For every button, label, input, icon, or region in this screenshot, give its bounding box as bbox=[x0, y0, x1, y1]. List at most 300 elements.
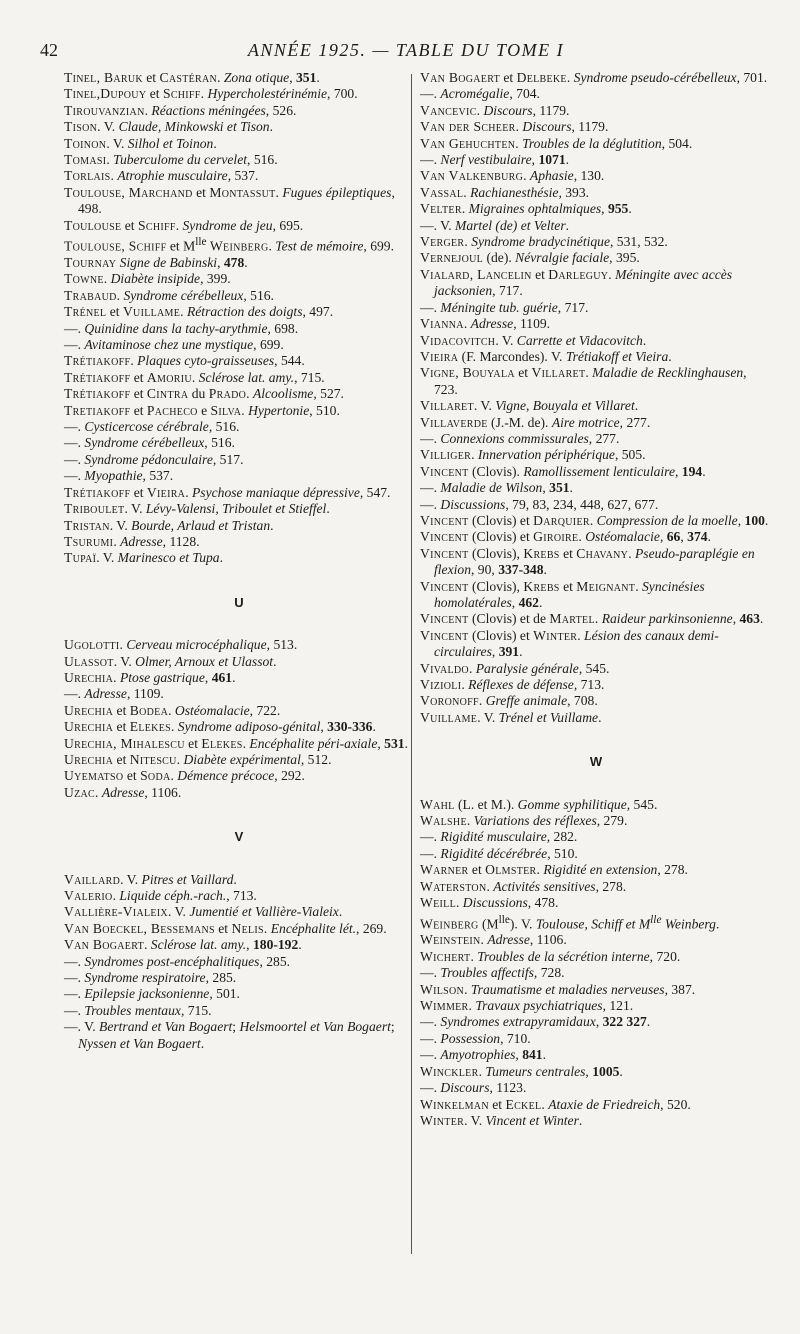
author-name: Vincent bbox=[420, 529, 469, 545]
entry-text: . bbox=[480, 932, 488, 948]
index-entry bbox=[420, 201, 772, 217]
entry-text: . bbox=[476, 102, 484, 118]
entry-text: . bbox=[461, 201, 469, 217]
index-entry bbox=[420, 185, 772, 201]
index-entry bbox=[64, 136, 414, 152]
author-name: Villaret bbox=[420, 398, 474, 414]
entry-text: . bbox=[466, 813, 474, 829]
entry-text: . bbox=[116, 287, 124, 303]
entry-text: . bbox=[642, 332, 647, 348]
entry-text: . bbox=[263, 920, 271, 936]
author-name: Vieira bbox=[146, 484, 186, 500]
entry-text: . bbox=[244, 255, 248, 270]
entry-title: Pseudo-paraplégie en flexion bbox=[434, 545, 755, 578]
entry-title: Syndrome cérébelleux bbox=[84, 435, 205, 451]
index-entry bbox=[420, 797, 772, 813]
entry-text: . bbox=[372, 719, 376, 735]
entry-text: , 90, bbox=[471, 562, 499, 578]
page-number: 42 bbox=[40, 40, 58, 60]
entry-text: . bbox=[338, 904, 343, 920]
index-entry bbox=[420, 710, 772, 726]
author-name: Villiger bbox=[420, 447, 472, 463]
entry-title: Syndrome pédonculaire bbox=[84, 451, 213, 467]
entry-text: . bbox=[463, 316, 471, 332]
author-name: Vassal bbox=[420, 184, 464, 200]
index-entry bbox=[420, 398, 772, 414]
entry-text: . bbox=[143, 937, 151, 953]
author-name: Villaret bbox=[531, 365, 586, 381]
index-entry bbox=[420, 693, 772, 709]
page-ref-bold: 322 327 bbox=[602, 1014, 647, 1030]
author-name: Winckler bbox=[420, 1063, 479, 1079]
entry-title: Nerf vestibulaire bbox=[440, 152, 532, 168]
author-name: Urechia bbox=[64, 702, 114, 718]
entry-title: Cerveau microcéphalique bbox=[126, 637, 267, 653]
entry-text: , bbox=[732, 611, 740, 627]
entry-text: —. bbox=[420, 430, 441, 446]
author-name: Uzac bbox=[64, 784, 96, 800]
entry-title: Cysticercose cérébrale bbox=[84, 419, 209, 435]
author-name: Van Bogaert bbox=[64, 937, 144, 953]
index-entry bbox=[64, 321, 414, 337]
entry-text: , 393. bbox=[558, 184, 590, 200]
page-ref-bold: 100 bbox=[744, 512, 765, 528]
entry-text: —. bbox=[420, 496, 441, 512]
entry-title: Test de mémoire bbox=[275, 238, 364, 254]
entry-text: . bbox=[106, 152, 114, 168]
entry-title: Adresse bbox=[470, 316, 514, 332]
entry-text: et bbox=[468, 862, 486, 878]
entry-text: , 526. bbox=[265, 102, 297, 118]
entry-title: Acromégalie bbox=[440, 86, 510, 102]
page-ref-bold: 462 bbox=[518, 595, 539, 610]
entry-title: Nyssen et Van Bogaert bbox=[78, 1035, 201, 1051]
entry-text: , 510. bbox=[309, 402, 340, 418]
entry-text: , bbox=[289, 70, 296, 85]
author-name: Vancevic bbox=[420, 102, 477, 118]
entry-title: Innervation périphérique bbox=[477, 447, 615, 463]
entry-text: , bbox=[320, 719, 328, 735]
entry-title: Variations des réflexes bbox=[473, 813, 597, 829]
index-entry bbox=[64, 986, 414, 1002]
entry-text: . bbox=[468, 660, 476, 676]
entry-text: et bbox=[123, 768, 141, 784]
entry-text: . V. bbox=[473, 398, 496, 414]
entry-text: , 513. bbox=[266, 637, 298, 653]
entry-text: . bbox=[176, 751, 184, 767]
entry-text: lle bbox=[195, 236, 207, 249]
entry-text: . bbox=[646, 1014, 651, 1030]
entry-text: . bbox=[598, 709, 602, 725]
author-name: Schiff bbox=[162, 86, 201, 102]
entry-title: Tumeurs centrales bbox=[485, 1063, 586, 1079]
entry-text: , bbox=[542, 480, 550, 496]
entry-title: Ataxie de Friedreich bbox=[548, 1096, 661, 1112]
entry-title: Réflexes de défense bbox=[468, 677, 574, 693]
author-name: Vianna bbox=[420, 316, 464, 332]
entry-text: , 710. bbox=[500, 1030, 531, 1046]
entry-text: —. bbox=[420, 86, 441, 102]
author-name: Toulouse bbox=[64, 217, 122, 233]
entry-text: , 713. bbox=[573, 677, 605, 693]
entry-text: . bbox=[715, 916, 720, 932]
entry-title: Syndrome respiratoire bbox=[84, 970, 206, 986]
entry-text: , 510. bbox=[547, 845, 578, 861]
index-entry bbox=[64, 370, 414, 386]
entry-text: . bbox=[478, 1063, 486, 1079]
index-entry bbox=[420, 300, 772, 316]
entry-text: , bbox=[595, 1014, 603, 1030]
index-entry bbox=[64, 218, 414, 234]
author-name: Urechia, Mihalescu bbox=[64, 735, 185, 751]
entry-title: Discussions bbox=[462, 895, 528, 911]
entry-title: Marinesco et Tupa bbox=[117, 550, 220, 566]
page-ref-bold: 478 bbox=[223, 255, 245, 270]
section-letter: V bbox=[234, 829, 244, 845]
entry-text: . bbox=[130, 353, 138, 369]
entry-text: , 277. bbox=[619, 414, 651, 430]
entry-text: . V. bbox=[167, 904, 190, 920]
index-entry bbox=[64, 888, 414, 904]
entry-text: et bbox=[113, 751, 130, 767]
entry-text: —. bbox=[64, 337, 85, 353]
author-name: Darquier bbox=[533, 512, 590, 528]
entry-title: Myopathie bbox=[84, 468, 143, 484]
entry-text: (Clovis) et de bbox=[468, 611, 550, 627]
entry-text: (de). bbox=[483, 250, 516, 266]
entry-text: , 1123. bbox=[489, 1080, 527, 1096]
author-name: Urechia bbox=[64, 751, 114, 767]
entry-title: Méningite tub. guérie bbox=[440, 299, 558, 315]
index-entry bbox=[420, 103, 772, 119]
author-name: Tournay bbox=[64, 255, 117, 270]
entry-title: Traumatisme et maladies nerveuses bbox=[470, 981, 665, 997]
entry-text: , 292. bbox=[274, 768, 305, 784]
entry-text: —. bbox=[420, 1080, 441, 1096]
entry-title: Réactions méningées bbox=[151, 102, 266, 118]
author-name: Chavany bbox=[576, 545, 629, 561]
index-entry bbox=[64, 872, 414, 888]
entry-text: . bbox=[464, 234, 472, 250]
entry-text: et bbox=[214, 920, 232, 936]
entry-title: Démence précoce bbox=[177, 768, 275, 784]
section-letter: U bbox=[234, 594, 244, 610]
entry-text: , 1106. bbox=[144, 784, 182, 800]
index-entry bbox=[420, 932, 772, 948]
entry-text: , 517. bbox=[212, 451, 244, 467]
entry-title: Vincent et Winter bbox=[485, 1112, 579, 1128]
index-entry bbox=[64, 768, 414, 784]
entry-title: Compression de la moelle bbox=[596, 512, 738, 528]
author-name: Triboulet bbox=[64, 501, 125, 517]
entry-title: Activités sensitives bbox=[493, 878, 596, 894]
author-name: Delbeke bbox=[516, 70, 567, 85]
entry-title: Aire motrice bbox=[551, 414, 620, 430]
entry-title: Discours bbox=[440, 1080, 490, 1096]
author-name: Tristan bbox=[64, 517, 110, 533]
author-name: Castéran bbox=[159, 70, 218, 85]
author-name: Valerio bbox=[64, 888, 113, 903]
entry-text: . bbox=[170, 719, 178, 735]
index-entry bbox=[64, 785, 414, 801]
entry-title: Maladie de Wilson bbox=[440, 480, 543, 496]
author-name: Krebs bbox=[523, 545, 560, 561]
entry-text: . V. bbox=[97, 119, 119, 135]
entry-text: , 700. bbox=[327, 86, 358, 102]
entry-text: (M bbox=[478, 916, 499, 932]
author-name: Cintra bbox=[146, 386, 189, 402]
entry-text: . bbox=[519, 644, 523, 660]
entry-text: , 728. bbox=[533, 965, 565, 981]
index-entry bbox=[64, 501, 414, 517]
index-entry bbox=[64, 70, 414, 86]
entry-text: , 505. bbox=[614, 447, 646, 463]
entry-title: Diabète insipide bbox=[110, 271, 201, 287]
entry-text: —. V. bbox=[420, 217, 456, 233]
entry-title: Jumentié et Vallière-Vialeix bbox=[189, 904, 339, 920]
author-name: Van der Scheer bbox=[420, 119, 516, 135]
entry-text: . bbox=[95, 784, 102, 800]
entry-text: . bbox=[515, 135, 523, 151]
entry-text: , bbox=[511, 595, 519, 610]
author-name: Schiff bbox=[137, 217, 176, 233]
entry-title: Ramollissement lenticulaire bbox=[523, 463, 675, 479]
entry-text: , 516. bbox=[204, 435, 235, 451]
entry-text: , 501. bbox=[209, 986, 240, 1002]
entry-title: Discours bbox=[483, 102, 533, 118]
entry-text: . bbox=[536, 862, 544, 878]
index-entry bbox=[64, 152, 414, 168]
index-entry bbox=[420, 1080, 772, 1096]
index-entry bbox=[64, 719, 414, 735]
entry-text: , bbox=[675, 463, 682, 479]
entry-text: —. bbox=[64, 986, 85, 1002]
index-entry bbox=[420, 895, 772, 911]
index-entry bbox=[64, 119, 414, 135]
entry-text: —. bbox=[420, 1014, 441, 1030]
index-entry bbox=[64, 970, 414, 986]
entry-title: Diabète expérimental bbox=[183, 751, 301, 767]
author-name: Tretiakoff bbox=[64, 402, 131, 418]
index-entry bbox=[420, 70, 772, 86]
entry-title: Fugues épileptiques bbox=[282, 184, 392, 200]
author-name: Vieira bbox=[420, 348, 459, 364]
entry-text: , 537. bbox=[227, 168, 259, 184]
entry-text: et bbox=[113, 702, 130, 718]
entry-text: , 282. bbox=[546, 829, 578, 845]
author-name: Giroire bbox=[533, 529, 579, 545]
entry-text: , 278. bbox=[595, 878, 627, 894]
entry-title: Helsmoortel et Van Bogaert bbox=[239, 1019, 391, 1035]
entry-text: . bbox=[543, 562, 547, 578]
entry-title: Sclérose lat. amy. bbox=[150, 937, 247, 953]
index-entry bbox=[420, 480, 772, 496]
index-entry bbox=[64, 337, 414, 353]
page-ref-bold: 1005 bbox=[592, 1063, 620, 1079]
entry-text: . bbox=[219, 550, 224, 566]
entry-title: Ostéomalacie bbox=[585, 529, 660, 545]
entry-text: . bbox=[270, 517, 274, 533]
index-entry bbox=[64, 468, 414, 484]
entry-text: , 1109. bbox=[126, 686, 164, 702]
entry-text: . bbox=[619, 1063, 623, 1079]
index-entry bbox=[420, 879, 772, 895]
entry-title: Adresse bbox=[101, 784, 145, 800]
entry-text: , 520. bbox=[660, 1096, 691, 1112]
author-name: Toulouse, Schiff bbox=[64, 238, 167, 254]
entry-text: . bbox=[168, 702, 175, 718]
author-name: Wahl bbox=[420, 796, 455, 812]
author-name: Nelis bbox=[231, 920, 264, 936]
entry-text: . bbox=[175, 217, 183, 233]
author-name: Bodea bbox=[129, 702, 169, 718]
index-entry bbox=[420, 349, 772, 365]
entry-text: et bbox=[514, 365, 532, 381]
entry-text: . bbox=[577, 627, 585, 643]
entry-text: , bbox=[737, 512, 745, 528]
entry-title: Syndrome adiposo-génital bbox=[177, 719, 321, 735]
index-entry bbox=[64, 937, 414, 953]
entry-text: . bbox=[326, 501, 330, 517]
index-entry bbox=[64, 86, 414, 102]
entry-title: Amyotrophies bbox=[440, 1047, 516, 1063]
index-entry bbox=[420, 949, 772, 965]
entry-text: . V. bbox=[464, 1112, 486, 1128]
entry-title: Troubles de la sécrétion interne bbox=[477, 948, 650, 964]
page-ref-bold: 1071 bbox=[538, 152, 566, 168]
entry-title: Encéphalite lét. bbox=[270, 920, 357, 936]
entry-text: (Clovis) et bbox=[468, 627, 534, 643]
entry-text: . bbox=[232, 669, 236, 685]
entry-text: , bbox=[246, 937, 253, 953]
entry-title: Quinidine dans la tachy-arythmie bbox=[84, 320, 268, 336]
entry-text: —. bbox=[420, 152, 441, 168]
entry-text: et bbox=[113, 719, 130, 735]
index-entry bbox=[64, 518, 414, 534]
section-letter: W bbox=[589, 754, 603, 770]
entry-text: (Clovis) et bbox=[468, 529, 534, 545]
entry-text: , 698. bbox=[267, 320, 299, 336]
index-entry bbox=[420, 1047, 772, 1063]
index-entry bbox=[420, 218, 772, 234]
index-entry bbox=[64, 904, 414, 920]
author-name: Ugolotti bbox=[64, 637, 120, 653]
entry-text: . bbox=[764, 512, 769, 528]
entry-text: . bbox=[569, 480, 573, 496]
entry-text: , bbox=[585, 1063, 593, 1079]
index-entry bbox=[64, 1003, 414, 1019]
index-entry bbox=[420, 86, 772, 102]
entry-title: Bertrand et Van Bogaert bbox=[99, 1019, 233, 1035]
entry-text: . bbox=[589, 512, 597, 528]
entry-title: Avitaminose chez une mystique bbox=[84, 337, 254, 353]
entry-text: . bbox=[565, 217, 570, 233]
entry-text: . V. bbox=[120, 871, 142, 887]
author-name: Trétiakoff bbox=[64, 369, 131, 385]
entry-text: et bbox=[499, 70, 517, 85]
entry-title: Toulouse, Schiff et M bbox=[535, 916, 651, 932]
index-entry bbox=[420, 813, 772, 829]
running-header bbox=[40, 40, 772, 66]
entry-text: ; bbox=[390, 1019, 395, 1035]
entry-title: Tuberculome du cervelet bbox=[113, 152, 248, 168]
index-entry bbox=[64, 103, 414, 119]
index-entry bbox=[64, 288, 414, 304]
entry-text: , 545. bbox=[578, 660, 610, 676]
entry-text: —. bbox=[420, 299, 441, 315]
author-name: Weill bbox=[420, 895, 456, 911]
author-name: Vivaldo bbox=[420, 660, 469, 676]
entry-text: , 278. bbox=[657, 862, 688, 878]
author-name: Vallière-Vialeix bbox=[64, 904, 168, 920]
index-entry bbox=[64, 686, 414, 702]
entry-text: . bbox=[628, 201, 632, 217]
index-entry bbox=[420, 998, 772, 1014]
author-name: Tison bbox=[64, 119, 98, 135]
page-ref-bold: 330-336 bbox=[327, 719, 373, 735]
entry-text: et M bbox=[166, 238, 196, 254]
author-name: Meignant bbox=[576, 578, 636, 594]
author-name: Tupaï bbox=[64, 550, 97, 566]
author-name: Weinberg bbox=[209, 238, 269, 254]
entry-text: . bbox=[634, 398, 639, 414]
author-name: Tinel,Dupouy bbox=[64, 86, 147, 102]
entry-text: et bbox=[130, 484, 147, 500]
running-title: ANNÉE 1925. — TABLE DU TOME I bbox=[247, 40, 565, 60]
page-ref-bold: 374 bbox=[687, 529, 708, 545]
entry-text: et bbox=[130, 386, 147, 402]
entry-text: . bbox=[541, 1096, 549, 1112]
page-ref-bold: 461 bbox=[211, 669, 233, 685]
entry-text: (Clovis) et bbox=[468, 512, 534, 528]
entry-text: , 512. bbox=[300, 751, 332, 767]
entry-text: . bbox=[542, 1047, 546, 1063]
index-entry bbox=[420, 846, 772, 862]
entry-text: , 79, 83, 234, 448, 627, 677. bbox=[505, 496, 659, 512]
author-name: Vigne, Bouyala bbox=[420, 365, 515, 381]
entry-title: Troubles mentaux bbox=[84, 1002, 181, 1018]
entry-title: Aphasie bbox=[529, 168, 574, 184]
entry-text: , bbox=[217, 255, 224, 270]
entry-text: —. bbox=[420, 1047, 441, 1063]
author-name: Van Valkenburg bbox=[420, 168, 524, 184]
author-name: Wilson bbox=[420, 981, 465, 997]
author-name: Vincent bbox=[420, 463, 469, 479]
entry-text: . V. bbox=[96, 550, 118, 566]
entry-title: Rétraction des doigts bbox=[186, 304, 303, 320]
index-entry bbox=[64, 353, 414, 369]
author-name: Uyematso bbox=[64, 768, 124, 784]
entry-text: et bbox=[106, 304, 123, 320]
entry-text: et bbox=[488, 1096, 506, 1112]
page-ref-bold: 955 bbox=[607, 201, 629, 217]
entry-text: , 722. bbox=[249, 702, 281, 718]
entry-text: —. V. bbox=[64, 1019, 100, 1035]
entry-text: . bbox=[200, 86, 205, 102]
entry-title: Trénel et Vuillame bbox=[498, 709, 599, 725]
entry-title: Alcoolisme bbox=[252, 386, 314, 402]
entry-text: —. bbox=[420, 845, 441, 861]
entry-title: Syndrome de jeu bbox=[182, 217, 273, 233]
entry-text: du bbox=[188, 386, 209, 402]
entry-text: (J.-M. de). bbox=[487, 414, 552, 430]
author-name: Darleguy bbox=[548, 266, 609, 282]
left-column bbox=[64, 70, 414, 1052]
index-entry bbox=[64, 534, 414, 550]
entry-text: . bbox=[268, 238, 276, 254]
author-name: Vincent bbox=[420, 512, 469, 528]
entry-title: Raideur parkinsonienne bbox=[601, 611, 733, 627]
